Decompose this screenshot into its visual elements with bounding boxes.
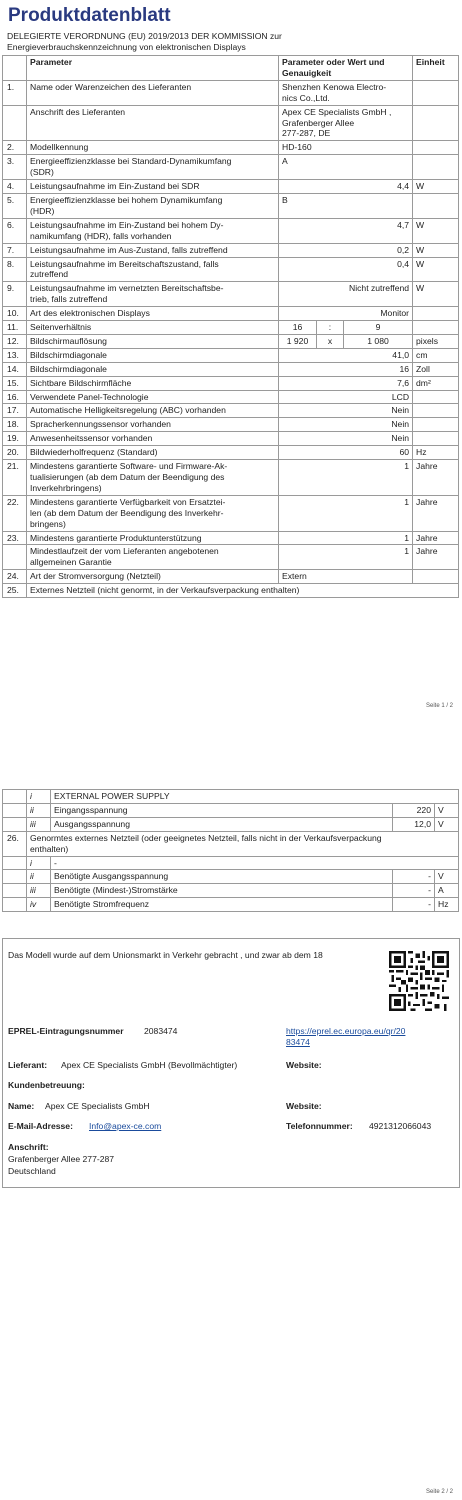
page-number-2: Seite 2 / 2 [426, 1489, 454, 1495]
table-row: 23. Mindestens garantierte Produktunterstützung 1 Jahre [3, 531, 459, 545]
support-website-label: Website: [286, 1101, 322, 1111]
table-row: 4. Leistungsaufnahme im Ein-Zustand bei SDR 4,4 W [3, 180, 459, 194]
table-row: 13. Bildschirmdiagonale 41,0 cm [3, 348, 459, 362]
phone-label: Telefonnummer: [286, 1121, 353, 1131]
table-row: 16. Verwendete Panel-Technologie LCD [3, 390, 459, 404]
table-header-row [3, 56, 459, 81]
address-line-2: Deutschland [8, 1166, 56, 1176]
page-number-1: Seite 1 / 2 [426, 703, 454, 709]
table-row: 21. Mindestens garantierte Software- und Firmware-Ak- tualisierungen (ab dem Datum der Beendigung des Inverkehrbringens) 1 Jahre [3, 460, 459, 496]
table-row: 17. Automatische Helligkeitsregelung (ABC) vorhanden Nein [3, 404, 459, 418]
table-row: 19. Anwesenheitssensor vorhanden Nein [3, 432, 459, 446]
header-value: Parameter oder Wert und Genauigkeit [279, 56, 413, 81]
table-row: 14. Bildschirmdiagonale 16 Zoll [3, 362, 459, 376]
table-row: 18. Spracherkennungssensor vorhanden Nein [3, 418, 459, 432]
table-row: Anschrift des Lieferanten Apex CE Specialists GmbH , Grafenberger Allee 277-287, DE [3, 105, 459, 141]
product-data-table [2, 55, 459, 598]
address-label: Anschrift: [8, 1142, 49, 1152]
table-row: 22. Mindestens garantierte Verfügbarkeit von Ersatztei- len (ab dem Datum der Beendigung des Inverkehr- bringens) 1 Jahre [3, 495, 459, 531]
name-label: Name: [8, 1101, 35, 1111]
market-date-text: Das Modell wurde auf dem Unionsmarkt in Verkehr gebracht , und zwar ab dem 18 [8, 950, 323, 960]
qr-code-icon[interactable] [389, 951, 449, 1011]
table-row: i - [3, 856, 459, 870]
address-line-1: Grafenberger Allee 277-287 [8, 1154, 115, 1164]
table-row: Mindestlaufzeit der vom Lieferanten angebotenen allgemeinen Garantie 1 Jahre [3, 545, 459, 570]
supplier-label: Lieferant: [8, 1060, 48, 1070]
table-row: 6. Leistungsaufnahme im Ein-Zustand bei hohem Dy- namikumfang (HDR), falls vorhanden 4,7 W [3, 218, 459, 243]
phone-value: 4921312066043 [369, 1121, 432, 1131]
power-supply-table [2, 789, 459, 912]
table-row: 2. Modellkennung HD-160 [3, 141, 459, 155]
website-label: Website: [286, 1060, 322, 1070]
customer-support-label: Kundenbetreuung: [8, 1080, 85, 1090]
table-row: i EXTERNAL POWER SUPPLY [3, 790, 459, 804]
supplier-value: Apex CE Specialists GmbH (Bevollmächtigter) [61, 1060, 238, 1070]
table-row: 10. Art des elektronischen Displays Monitor [3, 307, 459, 321]
table-row: iv Benötigte Stromfrequenz - Hz [3, 898, 459, 912]
header-unit: Einheit [413, 56, 459, 81]
supplier-info-box [2, 938, 460, 1188]
table-row: 3. Energieeffizienzklasse bei Standard-Dynamikumfang (SDR) A [3, 155, 459, 180]
table-row: 7. Leistungsaufnahme im Aus-Zustand, falls zutreffend 0,2 W [3, 243, 459, 257]
table-row: 8. Leistungsaufnahme im Bereitschaftszustand, falls zutreffend 0,4 W [3, 257, 459, 282]
table-row: iii Ausgangsspannung 12,0 V [3, 817, 459, 831]
table-row: 25. Externes Netzteil (nicht genormt, in der Verkaufsverpackung enthalten) [3, 584, 459, 598]
email-label: E-Mail-Adresse: [8, 1121, 73, 1131]
table-row: 5. Energieeffizienzklasse bei hohem Dynamikumfang (HDR) B [3, 193, 459, 218]
eprel-number: 2083474 [144, 1026, 178, 1036]
table-row: 12. Bildschirmauflösung 1 920 x 1 080 pixels [3, 334, 459, 348]
table-row: 9. Leistungsaufnahme im vernetzten Bereitschaftsbe- trieb, falls zutreffend Nicht zutreffend W [3, 282, 459, 307]
name-value: Apex CE Specialists GmbH [45, 1101, 150, 1111]
table-row: 11. Seitenverhältnis 16 : 9 [3, 321, 459, 335]
eprel-label: EPREL-Eintragungsnummer [8, 1026, 124, 1036]
regulation-subtitle: DELEGIERTE VERORDNUNG (EU) 2019/2013 DER KOMMISSION zur Energieverbrauchskennzeichnung von elektronischen Displays [7, 31, 282, 52]
table-row: 1. Name oder Warenzeichen des Lieferanten Shenzhen Kenowa Electro- nics Co.,Ltd. [3, 80, 459, 105]
table-row: ii Eingangsspannung 220 V [3, 803, 459, 817]
email-link[interactable]: Info@apex-ce.com [89, 1121, 162, 1131]
page-1 [2, 2, 458, 598]
table-row: ii Benötigte Ausgangsspannung - V [3, 870, 459, 884]
page-2 [2, 789, 458, 912]
table-row: iii Benötigte (Mindest-)Stromstärke - A [3, 884, 459, 898]
eprel-link[interactable]: https://eprel.ec.europa.eu/qr/20 83474 [286, 1026, 406, 1047]
table-row: 24. Art der Stromversorgung (Netzteil) Extern [3, 570, 459, 584]
table-row: 15. Sichtbare Bildschirmfläche 7,6 dm² [3, 376, 459, 390]
header-parameter: Parameter [27, 56, 279, 81]
table-row: 26. Genormtes externes Netzteil (oder geeignetes Netzteil, falls nicht in der Verkaufsverpackung enthalten) [3, 831, 459, 856]
page-title: Produktdatenblatt [8, 5, 171, 26]
table-row: 20. Bildwiederholfrequenz (Standard) 60 Hz [3, 446, 459, 460]
